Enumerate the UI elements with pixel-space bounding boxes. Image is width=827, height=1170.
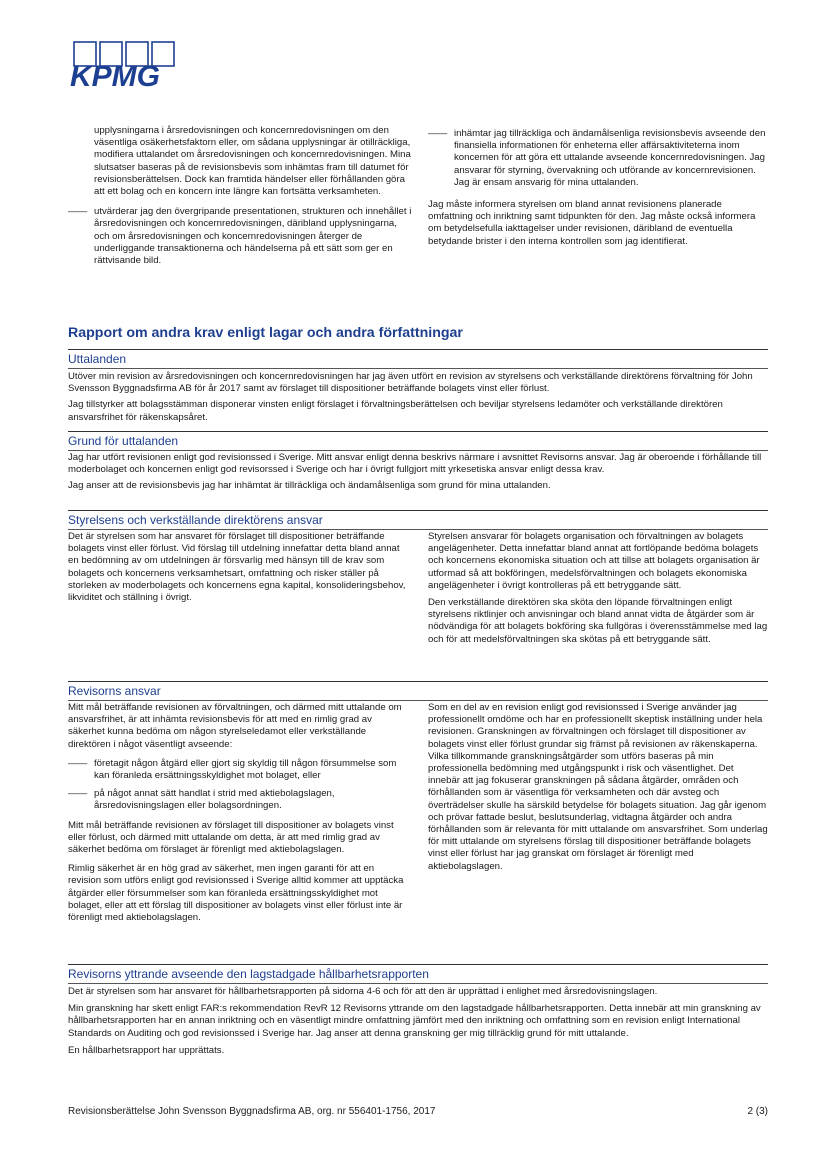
svg-text:KPMG: KPMG	[70, 60, 160, 92]
subsection-heading: Revisorns ansvar	[68, 684, 161, 698]
list-item-text: på något annat sätt handlat i strid med aktiebolagslagen, årsredovisningslagen eller bolagsordningen.	[94, 788, 335, 812]
footer-text: Revisionsberättelse John Svensson Byggnadsfirma AB, org. nr 556401-1756, 2017	[68, 1106, 436, 1117]
divider	[68, 510, 768, 511]
revisorns-right	[428, 702, 768, 879]
dash-bullet: ——	[428, 128, 448, 139]
list-item	[68, 758, 408, 782]
divider	[68, 450, 768, 451]
divider	[68, 700, 768, 701]
divider	[68, 349, 768, 350]
paragraph: Det är styrelsen som har ansvaret för hållbarhetsrapporten på sidorna 4-6 och för att den är upprättad i enlighet med årsredovisningslagen.	[68, 986, 658, 997]
list-item	[68, 788, 408, 812]
styrelsen-right	[428, 531, 768, 652]
uttalanden-body	[68, 371, 768, 430]
paragraph: Styrelsen ansvarar för bolagets organisation och förvaltningen av bolagets angelägenheter. Detta innefattar bland annat att fortlöpande bedöma bolagets och koncernens ekonomiska situation och att tillse att bolagets organisation är utformad så att bokföringen, medelsförvaltningen och bolagets ekonomiska angelägenheter i övrigt kontrolleras på ett betryggande sätt.	[428, 531, 760, 591]
paragraph: Jag anser att de revisionsbevis jag har inhämtat är tillräckliga och ändamålsenliga som grund för mina uttalanden.	[68, 480, 551, 492]
page-number: 2 (3)	[747, 1106, 768, 1117]
list-item	[68, 206, 412, 267]
divider	[68, 983, 768, 984]
divider	[68, 529, 768, 530]
styrelsen-left	[68, 531, 408, 610]
subsection-heading: Revisorns yttrande avseende den lagstadgade hållbarhetsrapporten	[68, 967, 429, 981]
section-title: Rapport om andra krav enligt lagar och andra författningar	[68, 325, 463, 341]
list-item-text: inhämtar jag tillräckliga och ändamålsenliga revisionsbevis avseende den finansiella informationen för enheterna eller affärsaktiviteterna inom koncernen för att göra ett uttalande avseende koncernredovisningen. Jag ansvarar för styrning, övervakning och utförande av koncernrevisionen. Jag är ensam ansvarig för mina uttalanden.	[454, 128, 766, 188]
hallbarhet-body	[68, 986, 768, 1063]
dash-bullet: ——	[68, 206, 88, 218]
subsection-heading: Uttalanden	[68, 352, 127, 366]
subsection-heading: Grund för uttalanden	[68, 434, 179, 448]
top-right-column	[428, 128, 768, 254]
paragraph: Utöver min revision av årsredovisningen och koncernredovisningen har jag även utfört en revision av styrelsens och verkställande direktörens förvaltning för John Svensson Byggnadsfirma AB för år 2017 samt av förslaget till dispositioner beträffande bolagets vinst eller förlust.	[68, 371, 753, 395]
paragraph: Jag har utfört revisionen enligt god revisionssed i Sverige. Mitt ansvar enligt denna beskrivs närmare i avsnittet Revisorns ansvar. Jag är oberoende i förhållande till moderbolaget och koncernen enligt god revisorssed i Sverige och har i övrigt fullgjort mitt yrkesetiska ansvar enligt dessa krav.	[68, 452, 762, 476]
paragraph: Mitt mål beträffande revisionen av förvaltningen, och därmed mitt uttalande om ansvarsfrihet, är att inhämta revisionsbevis för att med en rimlig grad av säkerhet kunna bedöma om någon styrelseledamot eller verkställande direktören i något väsentligt avseende:	[68, 702, 402, 750]
paragraph: Som en del av en revision enligt god revisionssed i Sverige använder jag professionellt omdöme och har en professionellt skeptisk inställning under hela revisionen. Granskningen av förvaltningen och förslaget till dispositioner av bolagets vinst eller förlust grundar sig främst på revisionen av räkenskaperna. Vilka tillkommande granskningsåtgärder som utförs baseras på min professionella bedömning med utgångspunkt i risk och väsentlighet. Det innebär att jag fokuserar granskningen på sådana åtgärder, områden och förhållanden som är väsentliga för verksamheten och där avsteg och överträdelser skulle ha särskild betydelse för bolagets situation. Jag går igenom och prövar fattade beslut, beslutsunderlag, vidtagna åtgärder och andra förhållanden som är relevanta för mitt uttalande om ansvarsfrihet. Som underlag för mitt uttalande om styrelsens förslag till dispositioner beträffande bolagets vinst eller förlust har jag granskat om förslaget är förenligt med aktiebolagslagen.	[428, 702, 768, 872]
list-item-text: utvärderar jag den övergripande presentationen, strukturen och innehållet i årsredovisningen och koncernredovisningen, däribland upplysningarna, och om årsredovisningen och koncernredovisningen återger de underliggande transaktionerna och händelserna på ett sätt som ger en rättvisande bild.	[94, 206, 412, 267]
list-item	[428, 128, 768, 189]
dash-bullet: ——	[68, 788, 88, 800]
paragraph: Jag tillstyrker att bolagsstämman disponerar vinsten enligt förslaget i förvaltningsberättelsen och beviljar styrelsens ledamöter och verkställande direktören ansvarsfrihet för räkenskapsåret.	[68, 399, 723, 423]
paragraph: Jag måste informera styrelsen om bland annat revisionens planerade omfattning och inriktning samt tidpunkten för den. Jag måste också informera om betydelsefulla iakttagelser under revisionen, däribland de eventuella betydande brister i den interna kontrollen som jag identifierat.	[428, 199, 756, 247]
top-left-column	[68, 125, 412, 273]
divider	[68, 431, 768, 432]
paragraph: Den verkställande direktören ska sköta den löpande förvaltningen enligt styrelsens riktlinjer och anvisningar och bland annat vidta de åtgärder som är nödvändiga för att bolagets bokföring ska fullgöras i överensstämmelse med lag och för att medelsförvaltningen ska skötas på ett betryggande sätt.	[428, 597, 768, 645]
paragraph: upplysningarna i årsredovisningen och koncernredovisningen om den väsentliga osäkerhetsfaktorn eller, om sådana upplysningar är otillräckliga, modifiera uttalandet om årsredovisningen och koncernredovisningen. Mina slutsatser baseras på de revisionsbevis som inhämtas fram till datumet för revisionsberättelsen. Dock kan framtida händelser eller förhållanden göra att ett bolag och en koncern inte längre kan fortsätta verksamheten.	[94, 125, 411, 198]
paragraph: Rimlig säkerhet är en hög grad av säkerhet, men ingen garanti för att en revision som utförs enligt god revisionssed i Sverige alltid kommer att upptäcka åtgärder eller försummelser som kan föranleda ersättningsskyldighet mot bolaget, eller att ett förslag till dispositioner av bolagets vinst eller förlust inte är förenligt med aktiebolagslagen.	[68, 863, 404, 924]
divider	[68, 964, 768, 965]
paragraph: Mitt mål beträffande revisionen av förslaget till dispositioner av bolagets vinst eller förlust, och därmed mitt uttalande om detta, är att med rimlig grad av säkerhet bedöma om förslaget är förenligt med aktiebolagslagen.	[68, 819, 394, 856]
paragraph: Det är styrelsen som har ansvaret för förslaget till dispositioner beträffande bolagets vinst eller förlust. Vid förslag till utdelning innefattar detta bland annat en bedömning av om utdelningen är försvarlig med hänsyn till de krav som bolagets och koncernens verksamhetsart, omfattning och risker ställer på storleken av moderbolagets och koncernens egna kapital, konsolideringsbehov, likviditet och ställning i övrigt.	[68, 531, 406, 604]
kpmg-logo	[68, 40, 180, 92]
subsection-heading: Styrelsens och verkställande direktörens ansvar	[68, 513, 323, 527]
revisorns-left	[68, 702, 408, 930]
divider	[68, 368, 768, 369]
list-item-text: företagit någon åtgärd eller gjort sig skyldig till någon försummelse som kan föranleda ersättningsskyldighet mot bolaget, eller	[94, 757, 397, 782]
grund-body	[68, 452, 768, 499]
paragraph: En hållbarhetsrapport har upprättats.	[68, 1044, 225, 1056]
paragraph: Min granskning har skett enligt FAR:s rekommendation RevR 12 Revisorns yttrande om den lagstadgade hållbarhetsrapporten. Detta innebär att min granskning av hållbarhetsrapporten har en annan inriktning och en väsentligt mindre omfattning jämfört med den inriktning och omfattning som en revision enligt International Standards on Auditing och god revisionssed i Sverige har. Jag anser att denna granskning ger mig tillräcklig grund för mitt uttalande.	[68, 1003, 761, 1039]
divider	[68, 681, 768, 682]
dash-bullet: ——	[68, 757, 88, 769]
